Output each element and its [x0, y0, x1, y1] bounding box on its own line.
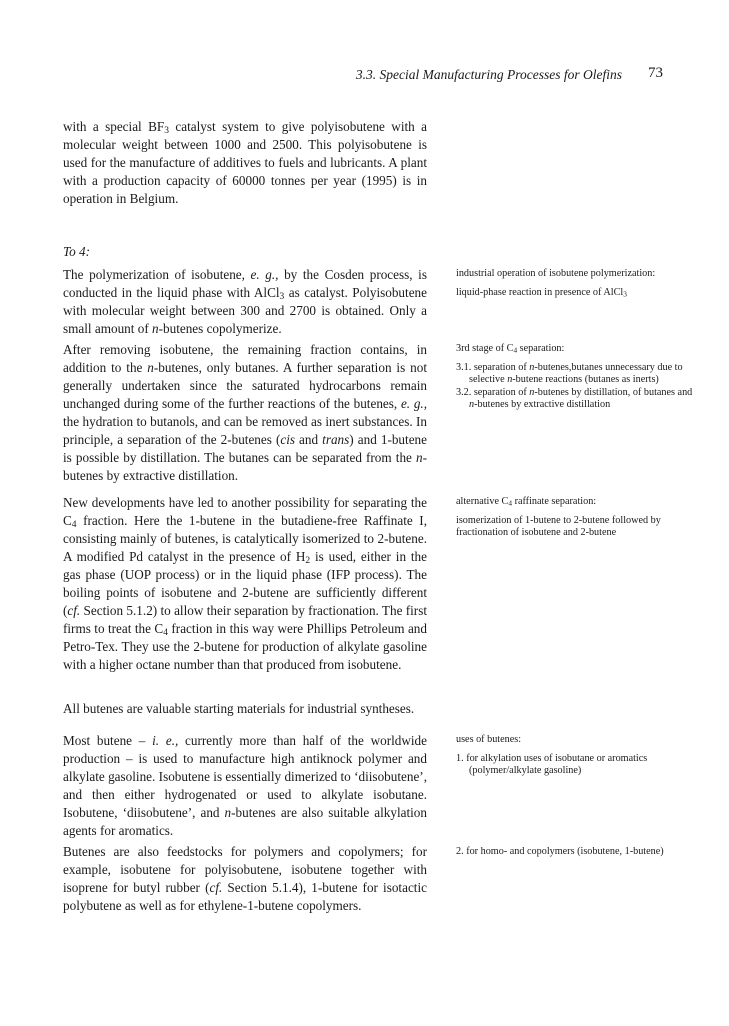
- sidenote-alternative-title: alternative $C_4$ raffinate separation:: [456, 496, 597, 508]
- page-number: 73: [648, 65, 663, 81]
- sidenote-polymerization-line2: liquid-phase reaction in presence of AlCl$_3$: [456, 286, 627, 298]
- sidenote-uses-item-2: 2. for homo- and copolymers (isobutene, 1-butene): [456, 846, 664, 857]
- sidenote-uses-item-1: 1. for alkylation uses of isobutane or aromatics (polymer/alkylate gasoline): [456, 752, 648, 776]
- sidenote-separation-item-1: 3.1. separation of n-butenes,butanes unnecessary due to selective n-butene reactions (butanes as inerts): [456, 361, 683, 385]
- running-title: 3.3. Special Manufacturing Processes for Olefins: [355, 67, 622, 82]
- sidenote-polymerization: [456, 268, 701, 305]
- sidenote-uses-title: uses of butenes:: [456, 734, 522, 745]
- polymerization-paragraph: The polymerization of isobutene, e. g., by the Cosden process, is conducted in the liquid phase with AlCl$_3$ as catalyst. Polyisobutene with molecular weight between 300 and 2700 is obtained. Only a small amount of n-butenes copolymerize.: [63, 267, 427, 336]
- sidenote-alternative-body: isomerization of 1-butene to 2-butene followed by fractionation of isobutene and 2-butene: [456, 514, 661, 538]
- section-heading: To 4:: [63, 244, 90, 259]
- all-butenes-paragraph: All butenes are valuable starting materials for industrial syntheses.: [63, 701, 415, 716]
- sidenote-separation-item-2: 3.2. separation of n-butenes by distillation, of butanes and n-butenes by extractive distillation: [456, 386, 693, 410]
- sidenote-uses: [456, 734, 701, 778]
- sidenote-uses-2: [456, 846, 701, 859]
- intro-paragraph: with a special $BF_3$ catalyst system to give polyisobutene with a molecular weight between 1000 and 2500. This polyisobutene is used for the manufacture of additives to fuels and lubricants. A plant with a production capacity of 60000 tonnes per year (1995) is in operation in Belgium.: [63, 119, 427, 206]
- separation-paragraph: After removing isobutene, the remaining fraction contains, in addition to the n-butenes, only butanes. A further separation is not generally undertaken since the saturated hydrocarbons remain unchanged during some of the further reactions of the butenes, e. g., the hydration to butanols, and can be removed as inert substances. In principle, a separation of the 2-butenes (cis and trans) and 1-butene is possible by distillation. The butanes can be separated from the n-butenes by extractive distillation.: [63, 342, 428, 483]
- sidenote-separation-title: 3rd stage of $C_4$ separation:: [456, 343, 565, 355]
- feedstocks-paragraph: Butenes are also feedstocks for polymers and copolymers; for example, isobutene for polyisobutene, isobutene together with isoprene for butyl rubber (cf. Section 5.1.4), 1-butene for isotactic polybutene as well as for ethylene-1-butene copolymers.: [63, 844, 427, 913]
- sidenote-separation: [456, 343, 701, 412]
- sidenote-polymerization-line1: industrial operation of isobutene polymerization:: [456, 268, 656, 279]
- developments-paragraph: New developments have led to another possibility for separating the $C_4$ fraction. Here the 1-butene in the butadiene-free Raffinate I, consisting mainly of butenes, is catalytically isomerized to 2-butene. A modified Pd catalyst in the presence of $H_2$ is used, either in the gas phase (UOP process) or in the liquid phase (IFP process). The boiling points of isobutene and 2-butene are sufficiently different (cf. Section 5.1.2) to allow their separation by fractionation. The first firms to treat the $C_4$ fraction in this way were Phillips Petroleum and Petro-Tex. They use the 2-butene for production of alkylate gasoline with a higher octane number than that produced from isobutene.: [63, 495, 427, 672]
- most-butene-paragraph: Most butene – i. e., currently more than half of the worldwide production – is used to manufacture high antiknock polymer and alkylate gasoline. Isobutene is essentially dimerized to ‘diisobutene’, and then either hydrogenated or used to alkylate isobutane. Isobutene, ‘diisobutene’, and n-butenes are also suitable alkylation agents for aromatics.: [63, 733, 427, 838]
- sidenote-alternative: [456, 496, 701, 546]
